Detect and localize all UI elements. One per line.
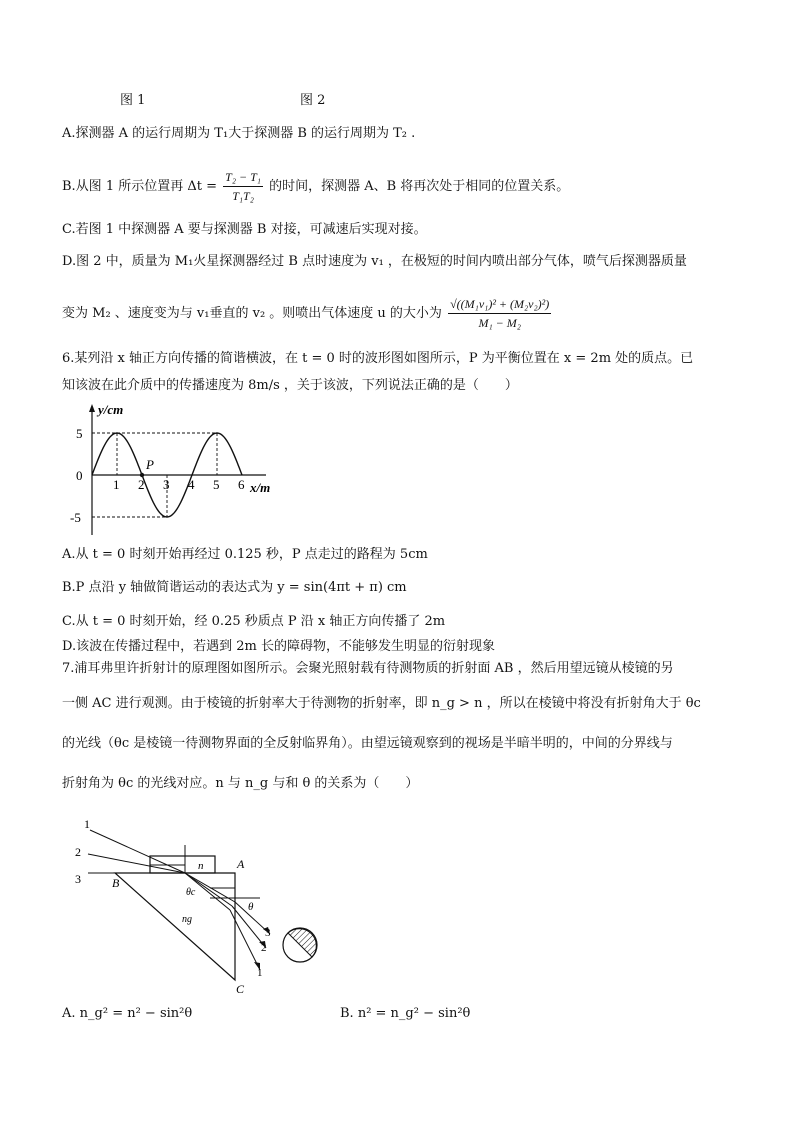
q7-stem-line3: 的光线（θc 是棱镜一待测物界面的全反射临界角）。由望远镜观察到的视场是半暗半明的，中间的分界线与 — [62, 736, 673, 751]
q5-option-b: B.从图 1 所示位置再 Δt = $\frac{\text{T₂ − T₁}}{\text{T₁T₂}}$ 的时间，探测器 A、B 将再次处于相同的位置关系。 — [62, 170, 570, 203]
sample-label-n: n — [198, 860, 204, 872]
q7-option-b: B. n² = n_g² − sin²θ — [340, 1006, 471, 1021]
out-label-2: 2 — [261, 942, 267, 954]
vertex-label-b: B — [112, 876, 120, 890]
q6-stem-line2: 知该波在此介质中的传播速度为 8m/s ，关于该波，下列说法正确的是（ ） — [62, 378, 518, 393]
q5-option-d-line1: D.图 2 中，质量为 M₁火星探测器经过 B 点时速度为 v₁ ，在极短的时间内喷出部分气体，喷气后探测器质量 — [62, 254, 687, 269]
figure-label-2: 图 2 — [300, 93, 326, 108]
ray-label-1: 1 — [84, 817, 90, 831]
q6-option-d: D.该波在传播过程中，若遇到 2m 长的障碍物，不能够发生明显的衍射现象 — [62, 639, 495, 654]
x-tick-label: 3 — [163, 477, 170, 492]
figure-label-1: 图 1 — [120, 93, 146, 108]
vertex-label-c: C — [236, 982, 245, 996]
q5-option-d-line2: 变为 M₂ 、速度变为与 v₁垂直的 v₂ 。则喷出气体速度 u 的大小为 $\frac{\text{√((M₁v₁)² + (M₂v₂)²)}}{\text{M₁ − M₂}}$ — [62, 297, 550, 330]
x-axis-label: x/m — [250, 480, 271, 495]
q5-option-d-fraction: $\frac{\text{√((M₁v₁)² + (M₂v₂)²)}}{\text{M₁ − M₂}}$ — [450, 297, 550, 330]
x-tick-label: 5 — [213, 477, 220, 492]
q7-stem-line4: 折射角为 θc 的光线对应。n 与 n_g 与和 θ 的关系为（ ） — [62, 776, 419, 791]
q5-option-b-fraction: $\frac{\text{T₂ − T₁}}{\text{T₁T₂}}$ — [225, 170, 261, 203]
refractometer-diagram — [70, 810, 340, 1000]
x-tick-label: 2 — [138, 477, 145, 492]
out-label-3: 3 — [265, 927, 271, 939]
point-p-label: P — [146, 457, 154, 472]
y-axis-arrow — [89, 404, 95, 412]
x-tick-label: 6 — [238, 477, 245, 492]
y-tick-label: -5 — [70, 510, 81, 525]
angle-label-theta: θ — [248, 901, 254, 913]
out-label-1: 1 — [257, 967, 263, 979]
q7-option-a: A. n_g² = n² − sin²θ — [62, 1006, 193, 1021]
incident-ray-2 — [88, 854, 185, 873]
q7-stem-line2: 一侧 AC 进行观测。由于棱镜的折射率大于待测物的折射率，即 n_g > n ，所以在棱镜中将没有折射角大于 θc — [62, 696, 701, 711]
incident-ray-1 — [90, 830, 185, 873]
x-tick-label: 1 — [113, 477, 120, 492]
q6-option-b: B.P 点沿 y 轴做简谐运动的表达式为 y = sin(4πt + π) cm — [62, 580, 407, 595]
wave-chart — [70, 400, 310, 535]
x-tick-label: 4 — [188, 477, 195, 492]
vertex-label-a: A — [237, 857, 245, 871]
y-tick-label: 0 — [76, 468, 83, 483]
q5-option-c: C.若图 1 中探测器 A 要与探测器 B 对接，可减速后实现对接。 — [62, 222, 427, 237]
prism — [115, 873, 235, 980]
ray-label-3: 3 — [75, 872, 81, 886]
q5-option-a: A.探测器 A 的运行周期为 T₁大于探测器 B 的运行周期为 T₂ . — [62, 126, 416, 141]
ray-label-2: 2 — [75, 845, 81, 859]
q6-option-c: C.从 t = 0 时刻开始，经 0.25 秒质点 P 沿 x 轴正方向传播了 2m — [62, 614, 446, 629]
y-axis-label: y/cm — [98, 402, 124, 417]
q6-option-a: A.从 t = 0 时刻开始再经过 0.125 秒，P 点走过的路程为 5cm — [62, 547, 428, 562]
q7-stem-line1: 7.浦耳弗里许折射计的原理图如图所示。会聚光照射载有待测物质的折射面 AB ，然后用望远镜从棱镜的另 — [62, 661, 674, 676]
q6-stem-line1: 6.某列沿 x 轴正方向传播的简谐横波，在 t = 0 时的波形图如图所示，P 为平衡位置在 x = 2m 处的质点。已 — [62, 351, 694, 366]
angle-label-thetac: θc — [186, 887, 196, 898]
y-tick-label: 5 — [76, 426, 83, 441]
prism-label-ng: ng — [182, 914, 192, 925]
